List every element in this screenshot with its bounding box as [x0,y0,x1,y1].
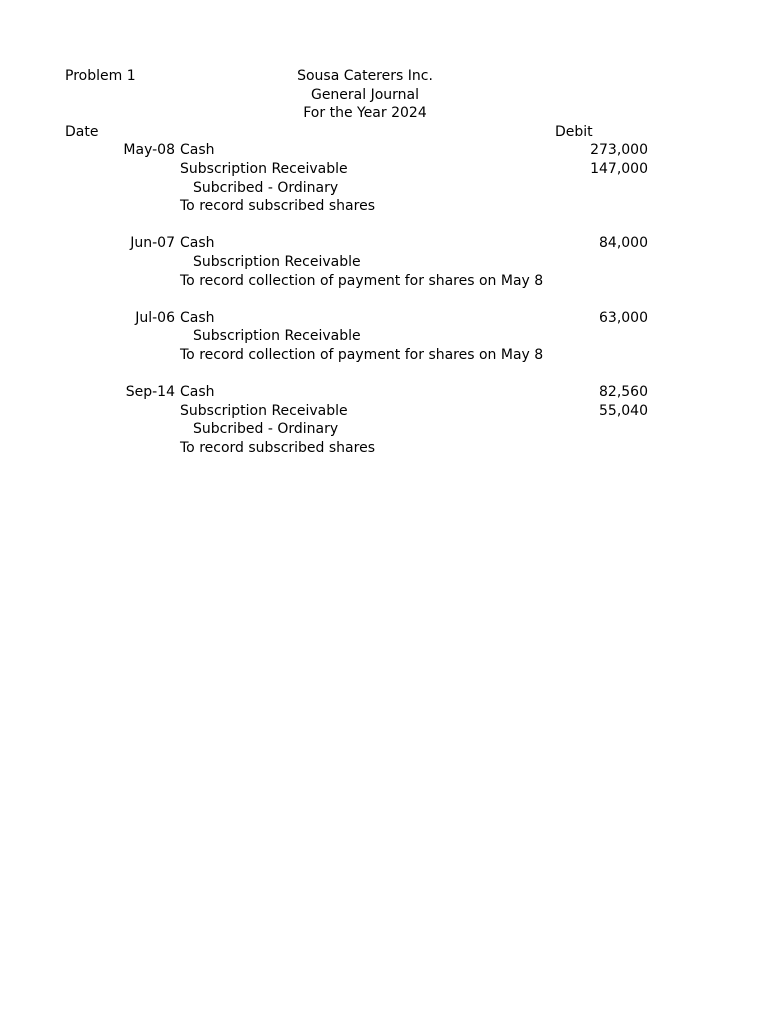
debit-account: Subscription Receivable [180,161,348,177]
period-title: For the Year 2024 [303,105,427,122]
entry-date: Sep-14 [125,384,175,401]
debit-account: Cash [180,384,215,401]
entry-date: May-08 [123,142,175,159]
debit-column-header: Debit [555,123,593,140]
credit-account: Subscription Receivable [193,328,361,345]
credit-account: Subcribed - Ordinary [193,421,339,438]
entry-memo: To record collection of payment for shares on May 8 [180,347,544,363]
entry-date: Jul-06 [135,309,175,326]
entry-memo: To record collection of payment for shares on May 8 [180,272,544,289]
debit-account: Subscription Receivable [180,402,348,419]
debit-account: Cash [180,309,215,326]
entry-date: Jun-07 [130,235,175,252]
journal-title: General Journal [310,86,420,103]
debit-amount: 63,000 [599,309,648,326]
credit-account: Subscription Receivable [193,254,361,270]
debit-amount: 55,040 [599,402,648,419]
debit-amount: 84,000 [599,235,648,252]
entry-memo: To record subscribed shares [180,440,375,456]
debit-amount: 147,000 [590,161,648,177]
debit-account: Cash [180,235,215,252]
debit-amount: 273,000 [590,142,648,159]
date-column-header: Date [65,123,99,140]
problem-label: Problem 1 [65,68,136,84]
debit-account: Cash [180,142,215,159]
company-name: Sousa Caterers Inc. [297,68,433,84]
credit-account: Subcribed - Ordinary [193,179,339,196]
entry-memo: To record subscribed shares [180,198,375,215]
debit-amount: 82,560 [599,384,648,401]
